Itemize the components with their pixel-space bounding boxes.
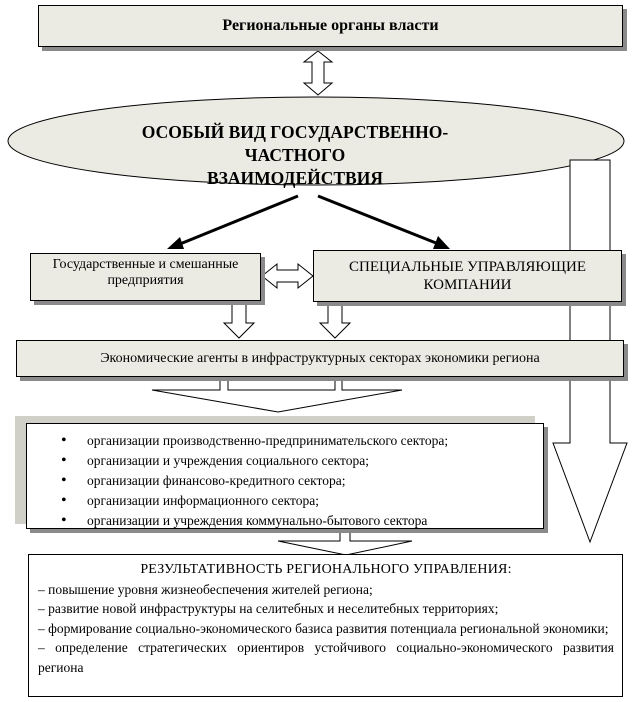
special-companies-line2: КОМПАНИИ [423,277,512,293]
state-enterprises-box [30,253,261,301]
double-arrow-authorities-ellipse [304,51,332,95]
list-item: • организации финансово-кредитного сектора; [27,471,543,491]
economic-agents-box [16,340,624,377]
result-item: – формирование социально-экономического базиса развития потенциала региональной экономики; [38,620,609,636]
down-arrow-right [320,302,350,338]
organizations-list [27,431,543,531]
economic-agents-label: Экономические агенты в инфраструктурных секторах экономики региона [100,350,540,366]
state-enterprises-line2: предприятия [107,273,184,288]
special-view-line1: ОСОБЫЙ ВИД ГОСУДАРСТВЕННО-ЧАСТНОГО [141,122,449,165]
results-box [28,554,623,697]
down-arrow-left [224,302,254,338]
wide-down-arrow-organizations [278,529,412,555]
list-item: • организации информационного сектора; [27,491,543,511]
regional-authorities-box [38,5,623,47]
results-title: РЕЗУЛЬТАТИВНОСТЬ РЕГИОНАЛЬНОГО УПРАВЛЕНИЯ: [140,562,512,577]
state-enterprises-line1: Государственные и смешанные [52,257,239,272]
special-view-label [95,121,495,190]
wide-down-arrow-agents [152,378,402,412]
arrowhead-state-enterprises [167,237,184,249]
organizations-box [26,423,544,529]
arrow-to-special-companies [318,196,436,243]
special-view-line2: ВЗАИМОДЕЙСТВИЯ [207,168,383,188]
regional-authorities-label: Региональные органы власти [222,17,439,34]
result-item: – определение стратегических ориентиров устойчивого социально-экономического развития региона [38,640,614,675]
list-item: • организации и учреждения социального сектора; [27,451,543,471]
special-companies-line1: СПЕЦИАЛЬНЫЕ УПРАВЛЯЮЩИЕ [349,259,586,275]
result-item: – повышение уровня жизнеобеспечения жителей региона; [38,581,373,597]
list-item: • организации производственно-предпринимательского сектора; [27,431,543,451]
arrowhead-special-companies [433,236,450,249]
special-companies-box [313,250,622,302]
list-item: • организации и учреждения коммунально-бытового сектора [27,511,543,531]
double-arrow-middle-boxes [262,264,313,288]
result-item: – развитие новой инфраструктуры на селитебных и неселитебных территориях; [38,601,499,616]
arrow-to-state-enterprises [180,196,298,244]
